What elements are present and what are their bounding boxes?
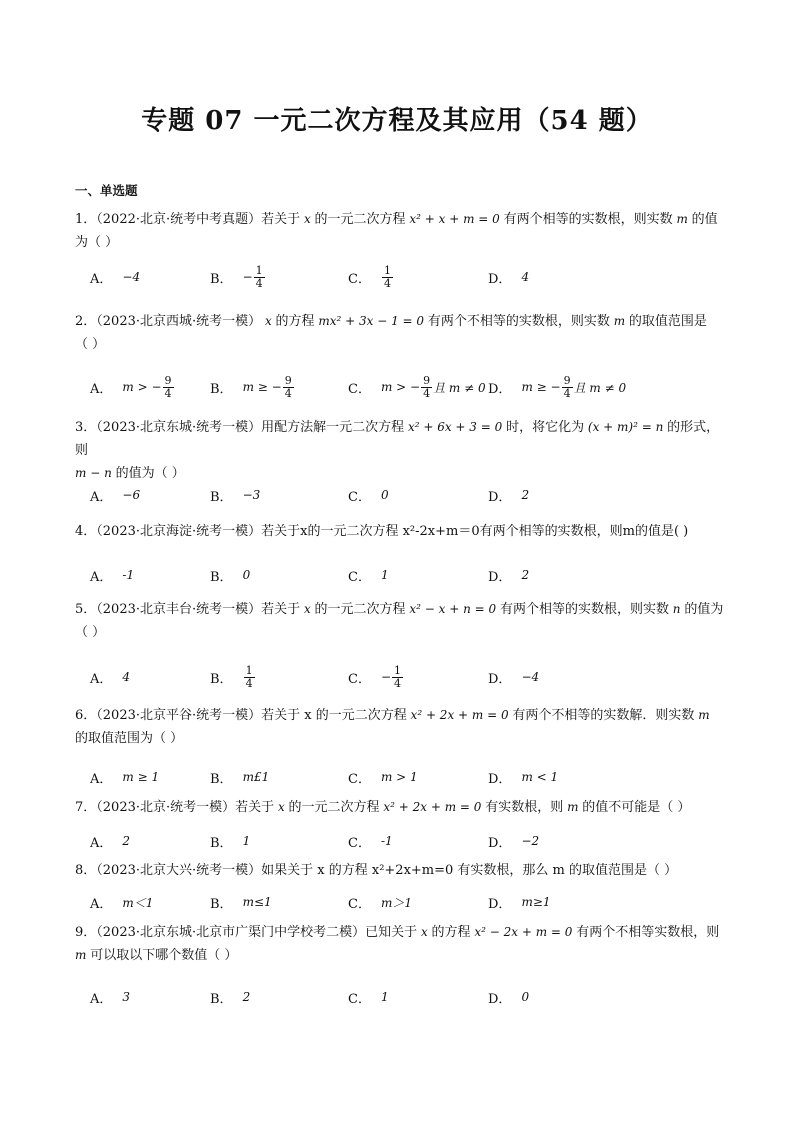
variable: m — [609, 314, 629, 328]
option-key: D． — [488, 835, 512, 851]
option-b[interactable] — [210, 262, 266, 292]
option-d[interactable] — [488, 887, 551, 917]
question-text: （ ） — [75, 625, 106, 640]
question-text: 的一元二次方程 — [314, 602, 406, 617]
option-key: D． — [488, 381, 512, 397]
option-a[interactable] — [90, 826, 130, 856]
option-key: A． — [90, 896, 113, 912]
numerator: 1 — [394, 663, 402, 677]
option-c[interactable] — [348, 262, 394, 292]
option-key: C． — [348, 896, 371, 912]
question-stem: ．（2023·北京丰台·统考一模）若关于 — [83, 602, 301, 617]
variable: m — [672, 212, 692, 226]
equation: x² + x + m = 0 — [405, 212, 504, 226]
option-value: −3 — [242, 488, 261, 502]
question-line-2 — [75, 333, 725, 356]
question-number: 6 — [75, 708, 84, 723]
option-key: A． — [90, 835, 113, 851]
option-value: −6 — [122, 488, 141, 502]
option-key: B． — [210, 489, 233, 505]
options-9 — [90, 982, 710, 1012]
denominator: 4 — [245, 676, 253, 690]
option-a[interactable] — [90, 480, 140, 510]
option-key: A． — [90, 991, 113, 1007]
option-value: 2 — [242, 990, 251, 1004]
option-key: D． — [488, 771, 512, 787]
option-key: A． — [90, 381, 113, 397]
equation: x² + 2x + m = 0 — [406, 708, 513, 722]
option-value: −2 — [521, 834, 540, 848]
option-key: B． — [210, 991, 233, 1007]
question-text: 的方程 — [431, 925, 471, 940]
question-stem: ．（2023·北京大兴·统考一模）如果关于 x 的方程 x²+2x+m=0 有实数根，那么 m 的取值范围是（ ） — [83, 863, 678, 878]
option-value: 0 — [242, 568, 251, 582]
variable: x — [300, 212, 315, 226]
denominator: 4 — [284, 386, 292, 400]
option-value: m＜1 — [122, 895, 154, 910]
question-line-2 — [75, 621, 725, 644]
option-d[interactable] — [488, 372, 626, 402]
option-key: A． — [90, 569, 113, 585]
option-value: -1 — [122, 568, 135, 582]
question-number: 1 — [75, 212, 84, 227]
question-text: 为（ ） — [75, 235, 119, 250]
fraction — [163, 375, 174, 400]
option-value: m≤1 — [242, 895, 272, 909]
question-text: 的形式，则 — [75, 420, 720, 458]
question-2 — [75, 310, 725, 356]
option-c[interactable] — [348, 662, 404, 692]
option-value: 3 — [122, 990, 131, 1004]
option-value: m≥1 — [521, 895, 551, 909]
question-1 — [75, 208, 725, 254]
numerator: 1 — [255, 263, 263, 277]
option-b[interactable] — [210, 887, 272, 917]
option-key: D． — [488, 991, 512, 1007]
option-value: 0 — [380, 488, 389, 502]
question-line-2 — [75, 944, 725, 967]
option-c[interactable] — [348, 372, 486, 402]
question-4 — [75, 520, 725, 543]
variable: m — [563, 800, 583, 814]
question-number: 5 — [75, 602, 84, 617]
option-value: 4 — [122, 670, 131, 684]
question-number: 7 — [75, 800, 84, 815]
numerator: 9 — [423, 373, 431, 387]
equation: x² − x + n = 0 — [405, 602, 500, 616]
question-stem: ．（2023·北京东城·统考一模）用配方法解一元二次方程 — [83, 420, 405, 435]
question-7 — [75, 796, 725, 819]
equation: x² + 2x + m = 0 — [379, 800, 486, 814]
expression: m − n — [75, 466, 116, 480]
question-stem: ．（2022·北京·统考中考真题）若关于 — [83, 212, 301, 227]
fraction — [421, 375, 432, 400]
option-a[interactable] — [90, 982, 130, 1012]
option-a[interactable] — [90, 262, 140, 292]
variable: m — [694, 708, 710, 722]
option-key: A． — [90, 771, 113, 787]
option-a[interactable] — [90, 762, 159, 792]
variable: (x + m)² = n — [584, 420, 668, 434]
question-text: 有两个不相等的实数解．则实数 — [512, 708, 695, 723]
question-3 — [75, 416, 725, 485]
option-key: B． — [210, 381, 233, 397]
question-text: 的值为 — [684, 602, 724, 617]
question-text: 的方程 — [275, 314, 315, 329]
fraction — [382, 265, 393, 290]
numerator: 1 — [245, 663, 253, 677]
question-text: 的一元二次方程 — [288, 800, 380, 815]
numerator: 9 — [284, 373, 292, 387]
question-text: 有两个不相等的实数根，则实数 — [427, 314, 610, 329]
option-key: A． — [90, 271, 113, 287]
options-6 — [90, 762, 710, 792]
option-value: 4 — [521, 270, 530, 284]
option-key: C． — [348, 771, 371, 787]
option-d[interactable] — [488, 262, 529, 292]
equation: mx² + 3x − 1 = 0 — [314, 314, 428, 328]
fraction — [254, 265, 265, 290]
option-sign: − — [380, 670, 392, 684]
option-value: 1 — [380, 568, 389, 582]
option-key: C． — [348, 991, 371, 1007]
option-b[interactable] — [210, 826, 250, 856]
option-b[interactable] — [210, 480, 260, 510]
options-3 — [90, 480, 710, 510]
option-value: 0 — [521, 990, 530, 1004]
option-value: 1 — [242, 834, 251, 848]
question-text: 的值为（ ） — [115, 466, 185, 481]
option-value: 2 — [521, 488, 530, 502]
option-c[interactable] — [348, 982, 389, 1012]
question-text: 的取值范围是 — [628, 314, 707, 329]
option-key: B． — [210, 271, 233, 287]
option-d[interactable] — [488, 560, 529, 590]
denominator: 4 — [394, 676, 402, 690]
option-b[interactable] — [210, 762, 269, 792]
option-d[interactable] — [488, 480, 529, 510]
option-d[interactable] — [488, 826, 539, 856]
option-key: D． — [488, 489, 512, 505]
options-1 — [90, 262, 710, 292]
question-line-2 — [75, 727, 725, 750]
fraction — [562, 375, 573, 400]
denominator: 4 — [383, 276, 391, 290]
question-6 — [75, 704, 725, 750]
option-key: C． — [348, 489, 371, 505]
equation: x² − 2x + m = 0 — [470, 925, 577, 939]
numerator: 9 — [164, 373, 172, 387]
fraction — [244, 665, 255, 690]
option-value: 2 — [521, 568, 530, 582]
option-value: m ≥ 1 — [122, 770, 160, 784]
question-number: 2 — [75, 314, 84, 329]
numerator: 9 — [563, 373, 571, 387]
option-d[interactable] — [488, 982, 529, 1012]
question-line-2 — [75, 231, 725, 254]
question-text: 的值 — [691, 212, 718, 227]
denominator: 4 — [255, 276, 263, 290]
option-key: D． — [488, 271, 512, 287]
question-text: （ ） — [75, 337, 106, 352]
denominator: 4 — [563, 386, 571, 400]
option-value: -1 — [380, 834, 393, 848]
option-key: B． — [210, 569, 233, 585]
option-value: m ≥ − — [521, 380, 561, 394]
question-text: 时，将它化为 — [506, 420, 585, 435]
option-value: m ≥ − — [242, 380, 282, 394]
question-text: 有实数根，则 — [485, 800, 564, 815]
options-8 — [90, 887, 710, 917]
option-value: m£1 — [242, 770, 270, 784]
fraction — [283, 375, 294, 400]
question-text: 的一元二次方程 — [314, 212, 406, 227]
variable: x — [300, 602, 315, 616]
question-text: 的值不可能是（ ） — [582, 800, 691, 815]
question-9 — [75, 921, 725, 967]
question-number: 3 — [75, 420, 84, 435]
option-key: C． — [348, 569, 371, 585]
denominator: 4 — [164, 386, 172, 400]
question-8 — [75, 859, 725, 882]
question-number: 8 — [75, 863, 84, 878]
option-c[interactable] — [348, 762, 418, 792]
option-b[interactable] — [210, 372, 295, 402]
question-text: 的取值范围为（ ） — [75, 731, 184, 746]
question-5 — [75, 598, 725, 644]
question-text: 有两个相等的实数根，则实数 — [503, 212, 673, 227]
option-value: 2 — [122, 834, 131, 848]
question-text: 有两个相等的实数根，则实数 — [499, 602, 669, 617]
option-d[interactable] — [488, 662, 539, 692]
expression: m — [75, 948, 91, 962]
option-a[interactable] — [90, 662, 130, 692]
question-stem: ．（2023·北京平谷·统考一模）若关于 x 的一元二次方程 — [83, 708, 407, 723]
option-b[interactable] — [210, 982, 250, 1012]
option-a[interactable] — [90, 887, 153, 917]
denominator: 4 — [423, 386, 431, 400]
variable: x — [417, 925, 432, 939]
section-heading: 一、单选题 — [75, 183, 138, 198]
question-number: 9 — [75, 925, 84, 940]
option-key: B． — [210, 771, 233, 787]
option-c[interactable] — [348, 480, 389, 510]
option-key: D． — [488, 569, 512, 585]
option-a[interactable] — [90, 372, 175, 402]
option-key: A． — [90, 671, 113, 687]
option-c[interactable] — [348, 887, 412, 917]
option-b[interactable] — [210, 560, 250, 590]
variable: n — [668, 602, 685, 616]
options-4 — [90, 560, 710, 590]
option-value: −4 — [122, 270, 141, 284]
variable: x — [274, 800, 289, 814]
option-key: B． — [210, 896, 233, 912]
option-d[interactable] — [488, 762, 558, 792]
option-value: 且 m ≠ 0 — [433, 380, 486, 395]
option-key: C． — [348, 271, 371, 287]
option-key: D． — [488, 671, 512, 687]
option-key: D． — [488, 896, 512, 912]
numerator: 1 — [383, 263, 391, 277]
option-key: C． — [348, 671, 371, 687]
option-key: C． — [348, 381, 371, 397]
option-key: A． — [90, 489, 113, 505]
question-stem: ．（2023·北京·统考一模）若关于 — [83, 800, 275, 815]
question-text: 有两个不相等实数根，则 — [576, 925, 720, 940]
options-2 — [90, 372, 710, 402]
option-value: m < 1 — [521, 770, 559, 784]
question-number: 4 — [75, 524, 84, 539]
question-stem: ．（2023·北京东城·北京市广渠门中学校考二模）已知关于 — [83, 925, 418, 940]
option-key: B． — [210, 835, 233, 851]
page-title: 专题 07 一元二次方程及其应用（54 题） — [141, 106, 653, 136]
option-a[interactable] — [90, 560, 134, 590]
option-value: m > − — [122, 380, 162, 394]
option-value: 1 — [380, 990, 389, 1004]
option-sign: − — [242, 270, 253, 284]
option-key: B． — [210, 671, 233, 687]
option-value: 且 m ≠ 0 — [573, 380, 627, 395]
option-c[interactable] — [348, 560, 389, 590]
question-stem: ．（2023·北京海淀·统考一模）若关于x的一元二次方程 x²-2x+m＝0有两个相等的实数根，则m的值是( ) — [83, 524, 689, 539]
option-b[interactable] — [210, 662, 256, 692]
fraction — [392, 665, 403, 690]
options-5 — [90, 662, 710, 692]
option-c[interactable] — [348, 826, 393, 856]
equation: x² + 6x + 3 = 0 — [404, 420, 507, 434]
variable: x — [261, 314, 276, 328]
option-value: m＞1 — [380, 895, 412, 910]
option-value: −4 — [521, 670, 540, 684]
option-value: m > − — [380, 380, 421, 394]
question-text: 可以取以下哪个数值（ ） — [90, 948, 238, 963]
option-value: m > 1 — [380, 770, 418, 784]
options-7 — [90, 826, 710, 856]
question-stem: ．（2023·北京西城·统考一模） — [83, 314, 262, 329]
option-key: C． — [348, 835, 371, 851]
